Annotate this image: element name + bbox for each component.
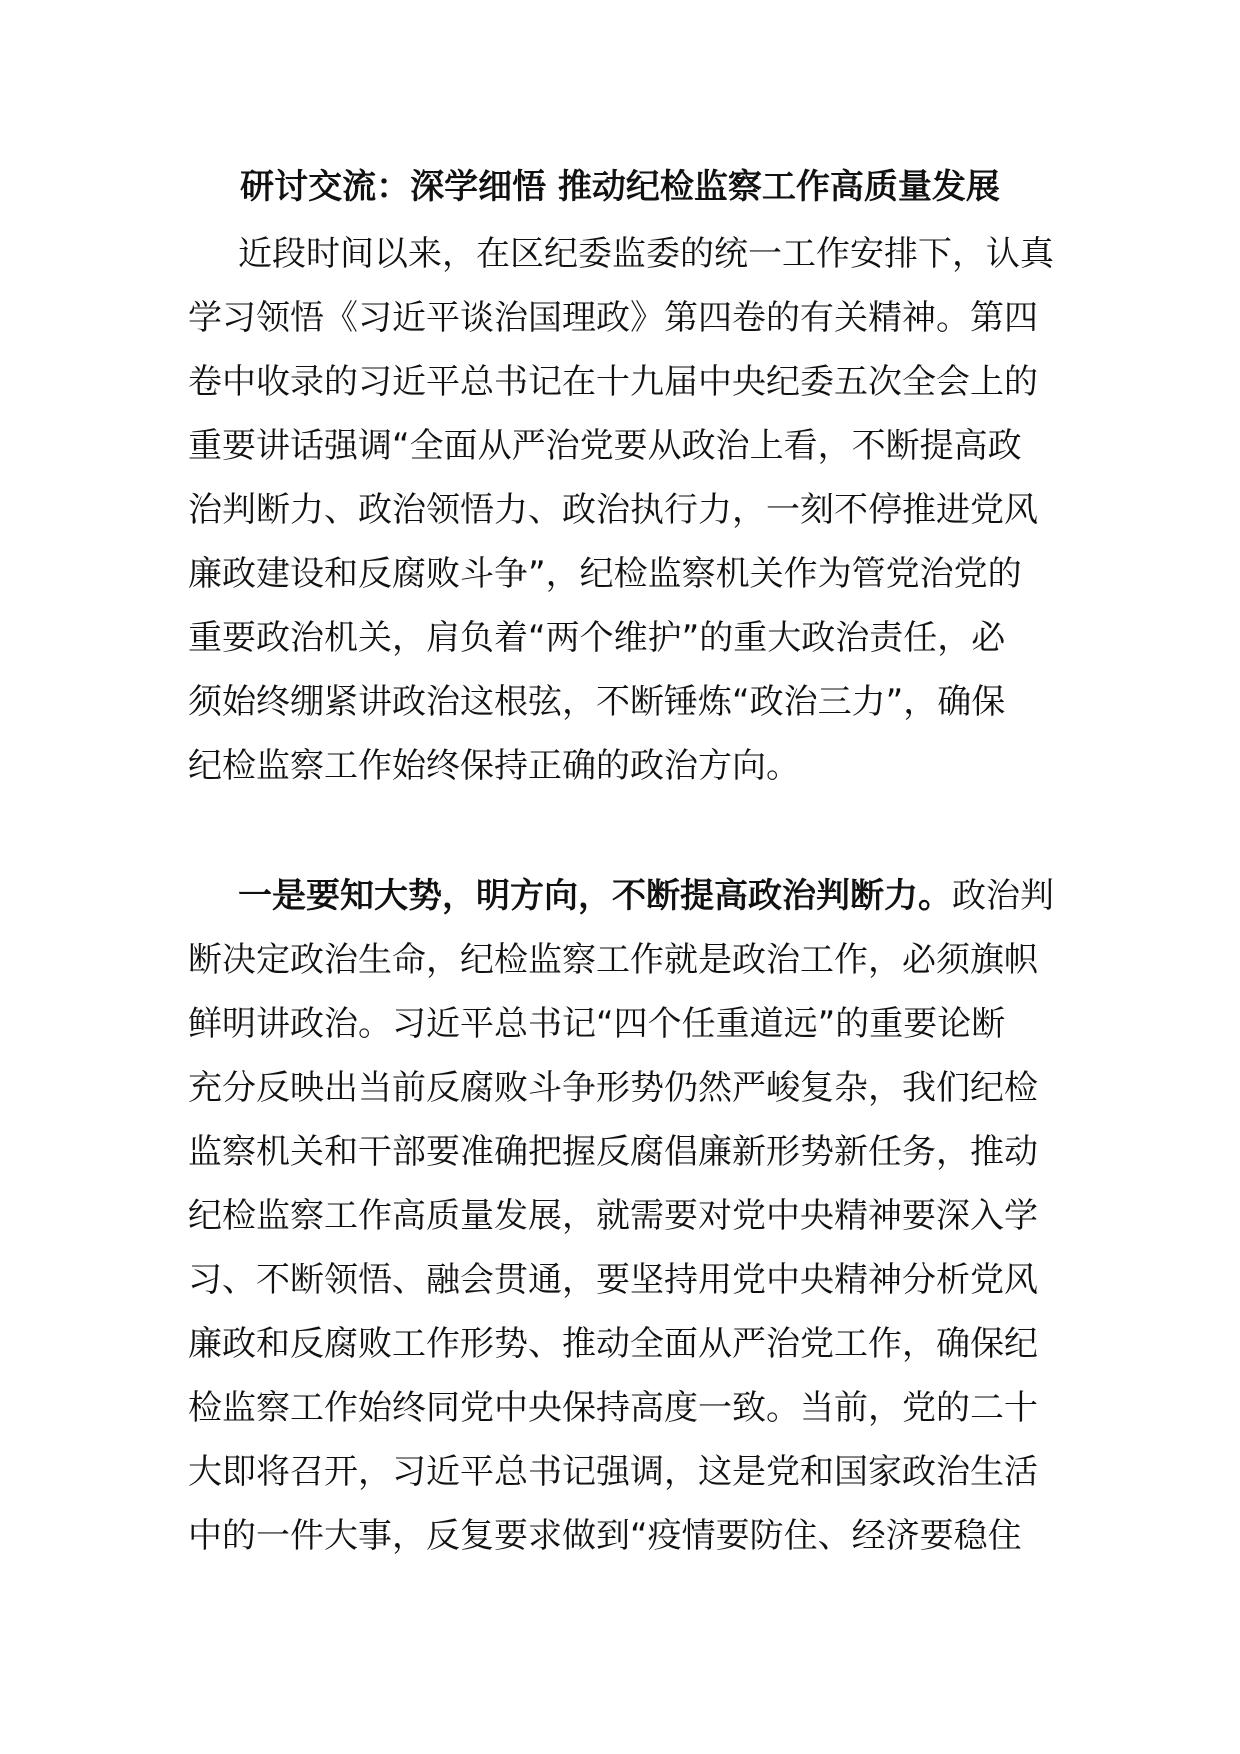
text-line: 检监察工作始终同党中央保持高度一致。当前，党的二十: [188, 1388, 1038, 1428]
paragraph-point-one: [188, 864, 1054, 1568]
text-line: 廉政建设和反腐败斗争”，纪检监察机关作为管党治党的: [188, 554, 1022, 594]
text-line: 廉政和反腐败工作形势、推动全面从严治党工作，确保纪: [188, 1324, 1038, 1364]
text-line: 近段时间以来，在区纪委监委的统一工作安排下，认真: [238, 234, 1054, 274]
document-title: 研讨交流：深学细悟 推动纪检监察工作高质量发展: [240, 167, 1000, 207]
text-line: 须始终绷紧讲政治这根弦，不断锤炼“政治三力”，确保: [188, 682, 1006, 722]
text-line: 大即将召开，习近平总书记强调，这是党和国家政治生活: [188, 1452, 1038, 1492]
point-heading-continuation: 政治判: [952, 876, 1054, 916]
point-heading: 一是要知大势，明方向，不断提高政治判断力。: [238, 876, 952, 916]
text-line: 习、不断领悟、融会贯通，要坚持用党中央精神分析党风: [188, 1260, 1038, 1300]
text-line: 充分反映出当前反腐败斗争形势仍然严峻复杂，我们纪检: [188, 1068, 1038, 1108]
text-line: 卷中收录的习近平总书记在十九届中央纪委五次全会上的: [188, 362, 1038, 402]
text-line-first: [188, 864, 1054, 928]
text-line: 治判断力、政治领悟力、政治执行力，一刻不停推进党风: [188, 490, 1038, 530]
text-line: 纪检监察工作始终保持正确的政治方向。: [188, 746, 800, 786]
paragraph-intro: [188, 222, 1054, 798]
text-line: 学习领悟《习近平谈治国理政》第四卷的有关精神。第四: [188, 298, 1038, 338]
text-line: 中的一件大事，反复要求做到“疫情要防住、经济要稳住: [188, 1516, 1022, 1556]
text-line: 重要讲话强调“全面从严治党要从政治上看，不断提高政: [188, 426, 1022, 466]
text-line: 监察机关和干部要准确把握反腐倡廉新形势新任务，推动: [188, 1132, 1038, 1172]
text-line: 重要政治机关，肩负着“两个维护”的重大政治责任，必: [188, 618, 1006, 658]
text-line: 鲜明讲政治。习近平总书记“四个任重道远”的重要论断: [188, 1004, 1006, 1044]
text-line: 纪检监察工作高质量发展，就需要对党中央精神要深入学: [188, 1196, 1038, 1236]
text-line: 断决定政治生命，纪检监察工作就是政治工作，必须旗帜: [188, 940, 1038, 980]
